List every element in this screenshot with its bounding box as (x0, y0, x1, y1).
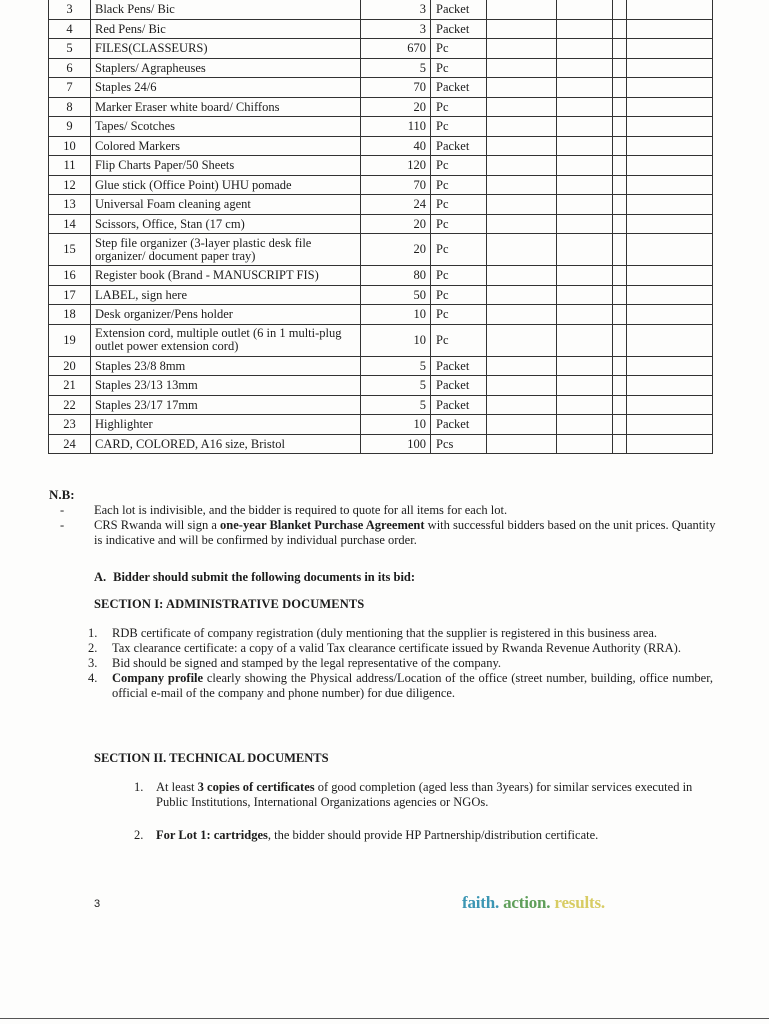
item-number-cell: 10 (49, 136, 91, 156)
list-item-text: Tax clearance certificate: a copy of a valid Tax clearance certificate issued by Rwanda Revenue Authority (RRA). (112, 641, 681, 655)
quantity-cell: 5 (361, 376, 431, 396)
table-row (49, 356, 713, 376)
table-row (49, 214, 713, 234)
unit-cell: Pc (431, 39, 487, 59)
bullet-dash: - (60, 503, 65, 517)
quantity-cell: 20 (361, 234, 431, 266)
empty-price-cell (613, 285, 627, 305)
quantity-cell: 10 (361, 305, 431, 325)
table-row (49, 58, 713, 78)
empty-price-cell (487, 39, 557, 59)
unit-cell: Pc (431, 97, 487, 117)
bullet-dash: - (60, 518, 65, 532)
table-row (49, 136, 713, 156)
table-row (49, 156, 713, 176)
bid-documents-heading (94, 570, 415, 585)
item-description-cell: LABEL, sign here (91, 285, 361, 305)
empty-price-cell (627, 356, 713, 376)
item-number-cell: 17 (49, 285, 91, 305)
empty-price-cell (613, 136, 627, 156)
table-row (49, 434, 713, 454)
item-description-cell: Staples 23/8 8mm (91, 356, 361, 376)
empty-price-cell (613, 434, 627, 454)
empty-price-cell (613, 266, 627, 286)
empty-price-cell (613, 19, 627, 39)
empty-price-cell (487, 376, 557, 396)
empty-price-cell (487, 58, 557, 78)
item-description-cell: Flip Charts Paper/50 Sheets (91, 156, 361, 176)
list-number: 2. (134, 828, 144, 842)
empty-price-cell (627, 214, 713, 234)
item-number-cell: 21 (49, 376, 91, 396)
quantity-cell: 100 (361, 434, 431, 454)
empty-price-cell (487, 175, 557, 195)
empty-price-cell (557, 266, 613, 286)
list-item-text: Bid should be signed and stamped by the legal representative of the company. (112, 656, 502, 670)
table-row (49, 415, 713, 435)
unit-cell: Pcs (431, 434, 487, 454)
list-number: 3. (88, 656, 98, 670)
quantity-cell: 670 (361, 39, 431, 59)
table-row (49, 19, 713, 39)
unit-cell: Pc (431, 305, 487, 325)
list-item (134, 780, 694, 810)
item-number-cell: 13 (49, 195, 91, 215)
empty-price-cell (557, 136, 613, 156)
empty-price-cell (627, 0, 713, 19)
empty-price-cell (627, 234, 713, 266)
empty-price-cell (613, 324, 627, 356)
item-number-cell: 22 (49, 395, 91, 415)
empty-price-cell (487, 415, 557, 435)
tagline (462, 893, 605, 913)
unit-cell: Packet (431, 136, 487, 156)
nb-item-bold: one-year Blanket Purchase Agreement (220, 518, 425, 532)
empty-price-cell (613, 356, 627, 376)
unit-cell: Pc (431, 266, 487, 286)
item-description-cell: Highlighter (91, 415, 361, 435)
item-number-cell: 9 (49, 117, 91, 137)
empty-price-cell (613, 214, 627, 234)
item-description-cell: Black Pens/ Bic (91, 0, 361, 19)
empty-price-cell (613, 117, 627, 137)
empty-price-cell (627, 19, 713, 39)
empty-price-cell (557, 434, 613, 454)
list-item-text-after: of good completion (aged less than 3years) for similar services executed in Public Institutions, International Organizations agencies or NGOs. (156, 780, 693, 809)
empty-price-cell (557, 58, 613, 78)
quantity-cell: 70 (361, 175, 431, 195)
list-item (88, 626, 713, 641)
quantity-cell: 10 (361, 415, 431, 435)
empty-price-cell (487, 324, 557, 356)
empty-price-cell (557, 305, 613, 325)
table-row (49, 175, 713, 195)
empty-price-cell (627, 305, 713, 325)
list-item (134, 828, 694, 843)
empty-price-cell (557, 117, 613, 137)
empty-price-cell (487, 214, 557, 234)
item-number-cell: 14 (49, 214, 91, 234)
unit-cell: Pc (431, 195, 487, 215)
table-row (49, 376, 713, 396)
empty-price-cell (557, 97, 613, 117)
empty-price-cell (627, 395, 713, 415)
item-number-cell: 16 (49, 266, 91, 286)
page-number: 3 (94, 898, 101, 910)
empty-price-cell (627, 117, 713, 137)
quantity-cell: 3 (361, 0, 431, 19)
tagline-action: action. (503, 893, 551, 912)
unit-cell: Packet (431, 356, 487, 376)
empty-price-cell (557, 156, 613, 176)
item-description-cell: Red Pens/ Bic (91, 19, 361, 39)
nb-item-text: Each lot is indivisible, and the bidder is required to quote for all items for each lot. (94, 503, 508, 517)
list-item-text-before: At least (156, 780, 198, 794)
table-row (49, 234, 713, 266)
item-description-cell: Staples 23/13 13mm (91, 376, 361, 396)
nb-item (60, 503, 720, 518)
empty-price-cell (557, 234, 613, 266)
quantity-cell: 120 (361, 156, 431, 176)
item-description-cell: Glue stick (Office Point) UHU pomade (91, 175, 361, 195)
quantity-cell: 40 (361, 136, 431, 156)
technical-documents-list (134, 780, 694, 861)
table-row (49, 285, 713, 305)
page-bottom-rule (0, 1018, 769, 1019)
item-number-cell: 23 (49, 415, 91, 435)
empty-price-cell (557, 395, 613, 415)
empty-price-cell (627, 285, 713, 305)
empty-price-cell (487, 156, 557, 176)
unit-cell: Pc (431, 156, 487, 176)
empty-price-cell (557, 324, 613, 356)
item-description-cell: Colored Markers (91, 136, 361, 156)
quantity-cell: 5 (361, 58, 431, 78)
empty-price-cell (627, 415, 713, 435)
nb-item-text-before: CRS Rwanda will sign a (94, 518, 221, 532)
item-number-cell: 8 (49, 97, 91, 117)
list-number: 2. (88, 641, 98, 655)
empty-price-cell (487, 19, 557, 39)
empty-price-cell (487, 97, 557, 117)
item-description-cell: Staples 23/17 17mm (91, 395, 361, 415)
empty-price-cell (487, 305, 557, 325)
empty-price-cell (627, 97, 713, 117)
unit-cell: Packet (431, 0, 487, 19)
list-item-text: RDB certificate of company registration (duly mentioning that the supplier is registered in this business area. (112, 626, 658, 640)
table-row (49, 305, 713, 325)
quantity-cell: 3 (361, 19, 431, 39)
list-item-bold: 3 copies of certificates (197, 780, 315, 794)
item-description-cell: Staplers/ Agrapheuses (91, 58, 361, 78)
list-number: 4. (88, 671, 98, 685)
empty-price-cell (557, 175, 613, 195)
unit-cell: Packet (431, 78, 487, 98)
unit-cell: Packet (431, 415, 487, 435)
item-description-cell: Step file organizer (3-layer plastic desk file organizer/ document paper tray) (91, 234, 361, 266)
table-row (49, 0, 713, 19)
item-number-cell: 24 (49, 434, 91, 454)
item-description-cell: Register book (Brand - MANUSCRIPT FIS) (91, 266, 361, 286)
empty-price-cell (613, 78, 627, 98)
empty-price-cell (487, 285, 557, 305)
administrative-documents-list (88, 626, 713, 701)
item-description-cell: Extension cord, multiple outlet (6 in 1 multi-plug outlet power extension cord) (91, 324, 361, 356)
quantity-cell: 24 (361, 195, 431, 215)
empty-price-cell (487, 136, 557, 156)
section-technical-title: SECTION II. TECHNICAL DOCUMENTS (94, 751, 329, 765)
table-row (49, 324, 713, 356)
nb-item (60, 518, 720, 548)
empty-price-cell (613, 97, 627, 117)
empty-price-cell (557, 214, 613, 234)
empty-price-cell (557, 376, 613, 396)
empty-price-cell (487, 0, 557, 19)
empty-price-cell (557, 78, 613, 98)
empty-price-cell (613, 376, 627, 396)
empty-price-cell (487, 266, 557, 286)
unit-cell: Packet (431, 376, 487, 396)
item-description-cell: Desk organizer/Pens holder (91, 305, 361, 325)
item-number-cell: 4 (49, 19, 91, 39)
heading-letter: A. (94, 570, 107, 584)
empty-price-cell (627, 266, 713, 286)
empty-price-cell (627, 324, 713, 356)
empty-price-cell (627, 376, 713, 396)
empty-price-cell (627, 39, 713, 59)
empty-price-cell (557, 415, 613, 435)
quantity-cell: 20 (361, 214, 431, 234)
tagline-results: results. (554, 893, 605, 912)
item-number-cell: 20 (49, 356, 91, 376)
quantity-cell: 70 (361, 78, 431, 98)
quantity-cell: 5 (361, 395, 431, 415)
empty-price-cell (487, 78, 557, 98)
list-item (88, 641, 713, 656)
unit-cell: Pc (431, 234, 487, 266)
empty-price-cell (487, 117, 557, 137)
empty-price-cell (557, 39, 613, 59)
nb-list (60, 503, 720, 548)
item-description-cell: Universal Foam cleaning agent (91, 195, 361, 215)
quantity-cell: 5 (361, 356, 431, 376)
empty-price-cell (613, 175, 627, 195)
item-number-cell: 15 (49, 234, 91, 266)
item-number-cell: 6 (49, 58, 91, 78)
list-item-text-after: clearly showing the Physical address/Location of the office (street number, building, office number, official e-mail of the company and phone number) for due diligence. (112, 671, 713, 700)
empty-price-cell (627, 195, 713, 215)
unit-cell: Pc (431, 117, 487, 137)
section-administrative-title: SECTION I: ADMINISTRATIVE DOCUMENTS (94, 597, 365, 611)
item-description-cell: CARD, COLORED, A16 size, Bristol (91, 434, 361, 454)
item-number-cell: 19 (49, 324, 91, 356)
empty-price-cell (613, 195, 627, 215)
empty-price-cell (627, 434, 713, 454)
item-description-cell: Scissors, Office, Stan (17 cm) (91, 214, 361, 234)
empty-price-cell (487, 356, 557, 376)
item-number-cell: 12 (49, 175, 91, 195)
quantity-cell: 80 (361, 266, 431, 286)
empty-price-cell (557, 195, 613, 215)
list-number: 1. (88, 626, 98, 640)
table-row (49, 39, 713, 59)
nb-item-text-after: with successful bidders based on the unit prices. Quantity is indicative and will be confirmed by individual purchase order. (94, 518, 716, 547)
item-description-cell: FILES(CLASSEURS) (91, 39, 361, 59)
heading-text: Bidder should submit the following documents in its bid: (113, 570, 416, 584)
item-description-cell: Staples 24/6 (91, 78, 361, 98)
unit-cell: Pc (431, 285, 487, 305)
empty-price-cell (557, 285, 613, 305)
quantity-cell: 10 (361, 324, 431, 356)
table-row (49, 266, 713, 286)
empty-price-cell (557, 0, 613, 19)
empty-price-cell (487, 395, 557, 415)
table-row (49, 78, 713, 98)
empty-price-cell (487, 234, 557, 266)
empty-price-cell (613, 58, 627, 78)
empty-price-cell (627, 78, 713, 98)
empty-price-cell (613, 415, 627, 435)
item-number-cell: 7 (49, 78, 91, 98)
empty-price-cell (613, 395, 627, 415)
empty-price-cell (627, 175, 713, 195)
quantity-cell: 50 (361, 285, 431, 305)
list-item-text-after: , the bidder should provide HP Partnership/distribution certificate. (267, 828, 599, 842)
unit-cell: Pc (431, 58, 487, 78)
list-item-bold: For Lot 1: cartridges (156, 828, 268, 842)
list-item (88, 671, 713, 701)
list-item (88, 656, 713, 671)
items-table-body (49, 0, 713, 454)
quantity-cell: 20 (361, 97, 431, 117)
empty-price-cell (557, 356, 613, 376)
empty-price-cell (613, 156, 627, 176)
items-table (48, 0, 713, 454)
empty-price-cell (627, 58, 713, 78)
table-row (49, 117, 713, 137)
tagline-faith: faith. (462, 893, 500, 912)
empty-price-cell (487, 195, 557, 215)
item-description-cell: Tapes/ Scotches (91, 117, 361, 137)
unit-cell: Packet (431, 19, 487, 39)
unit-cell: Pc (431, 324, 487, 356)
item-number-cell: 5 (49, 39, 91, 59)
table-row (49, 97, 713, 117)
empty-price-cell (627, 156, 713, 176)
empty-price-cell (613, 234, 627, 266)
unit-cell: Pc (431, 214, 487, 234)
table-row (49, 195, 713, 215)
empty-price-cell (613, 39, 627, 59)
empty-price-cell (487, 434, 557, 454)
item-number-cell: 18 (49, 305, 91, 325)
item-description-cell: Marker Eraser white board/ Chiffons (91, 97, 361, 117)
empty-price-cell (613, 0, 627, 19)
item-number-cell: 11 (49, 156, 91, 176)
empty-price-cell (613, 305, 627, 325)
table-row (49, 395, 713, 415)
list-item-bold: Company profile (112, 671, 204, 685)
quantity-cell: 110 (361, 117, 431, 137)
unit-cell: Packet (431, 395, 487, 415)
list-number: 1. (134, 780, 144, 794)
unit-cell: Pc (431, 175, 487, 195)
nb-label: N.B: (49, 487, 75, 502)
empty-price-cell (627, 136, 713, 156)
empty-price-cell (557, 19, 613, 39)
item-number-cell: 3 (49, 0, 91, 19)
